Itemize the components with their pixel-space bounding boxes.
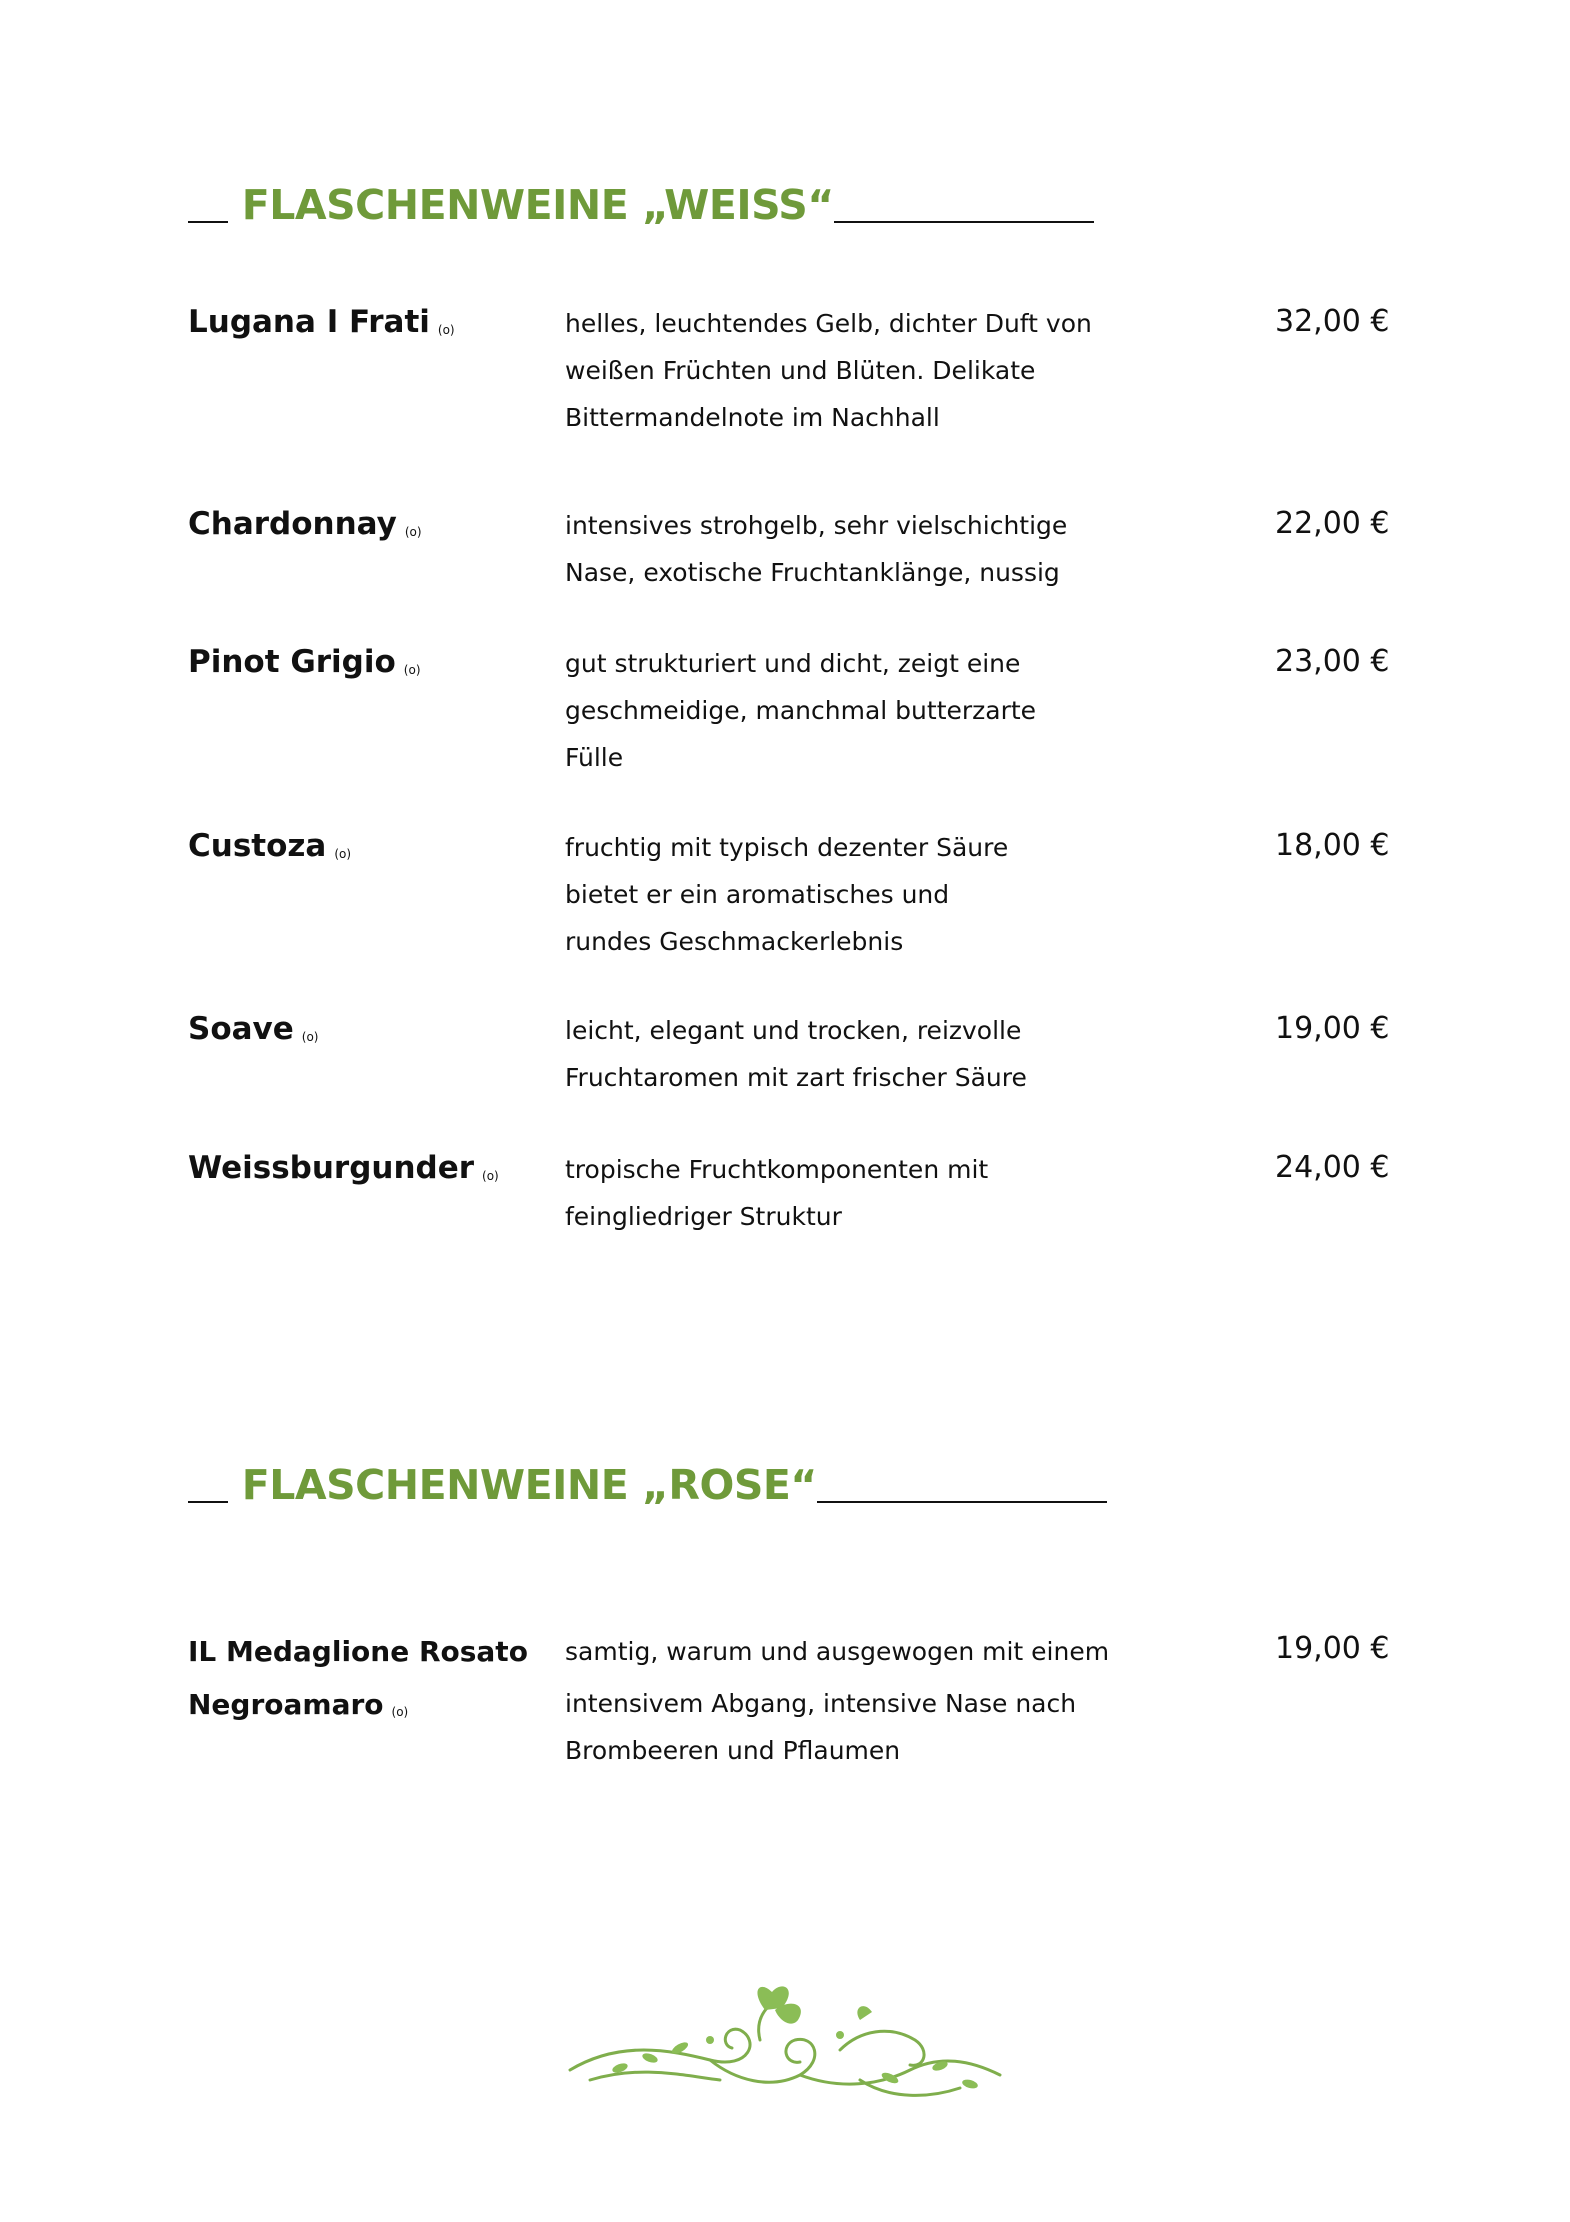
wine-mark: (o) (301, 1030, 319, 1044)
section-heading-rose (188, 1461, 1107, 1509)
wine-mark: (o) (404, 525, 422, 539)
heading-lead-underline (188, 221, 228, 223)
wine-description: tropische Fruchtkomponenten mit feingliedriger Struktur (565, 1155, 989, 1231)
wine-price: 32,00 € (1275, 304, 1390, 339)
floral-swirl-ornament-icon (560, 1980, 1020, 2124)
wine-name: IL Medaglione Rosato Negroamaro (o) (188, 1635, 528, 1721)
heading-trail-underline (834, 221, 1094, 223)
section-heading-weiss (188, 181, 1094, 229)
wine-mark: (o) (482, 1169, 499, 1183)
wine-name: Lugana I Frati (o) (188, 304, 455, 340)
wine-mark: (o) (334, 847, 352, 861)
wine-name: Weissburgunder (o) (188, 1150, 499, 1186)
wine-price: 24,00 € (1275, 1150, 1390, 1185)
wine-description: gut strukturiert und dicht, zeigt eine geschmeidige, manchmal butterzarte Fülle (565, 649, 1037, 772)
wine-price: 19,00 € (1275, 1011, 1390, 1046)
heading-trail-underline (817, 1501, 1107, 1503)
wine-price: 19,00 € (1275, 1631, 1390, 1666)
wine-price: 23,00 € (1275, 644, 1390, 679)
wine-mark: (o) (391, 1705, 409, 1719)
heading-title: FLASCHENWEINE „WEISS“ (241, 181, 834, 229)
wine-name: Custoza (o) (188, 828, 352, 864)
wine-name: Pinot Grigio (o) (188, 644, 421, 680)
heading-title: FLASCHENWEINE „ROSE“ (241, 1461, 817, 1509)
wine-description: helles, leuchtendes Gelb, dichter Duft von weißen Früchten und Blüten. Delikate Bittermandelnote im Nachhall (565, 309, 1092, 432)
wine-price: 18,00 € (1275, 828, 1390, 863)
wine-mark: (o) (437, 323, 455, 337)
wine-description: leicht, elegant und trocken, reizvolle Fruchtaromen mit zart frischer Säure (565, 1016, 1027, 1092)
heading-lead-underline (188, 1501, 228, 1503)
wine-name: Soave (o) (188, 1011, 319, 1047)
wine-mark: (o) (403, 663, 421, 677)
wine-name: Chardonnay (o) (188, 506, 422, 542)
wine-description: samtig, warum und ausgewogen mit einem intensivem Abgang, intensive Nase nach Brombeeren und Pflaumen (565, 1637, 1110, 1765)
wine-price: 22,00 € (1275, 506, 1390, 541)
wine-description: intensives strohgelb, sehr vielschichtige Nase, exotische Fruchtanklänge, nussig (565, 511, 1068, 587)
wine-description: fruchtig mit typisch dezenter Säure bietet er ein aromatisches und rundes Geschmackerlebnis (565, 833, 1009, 956)
